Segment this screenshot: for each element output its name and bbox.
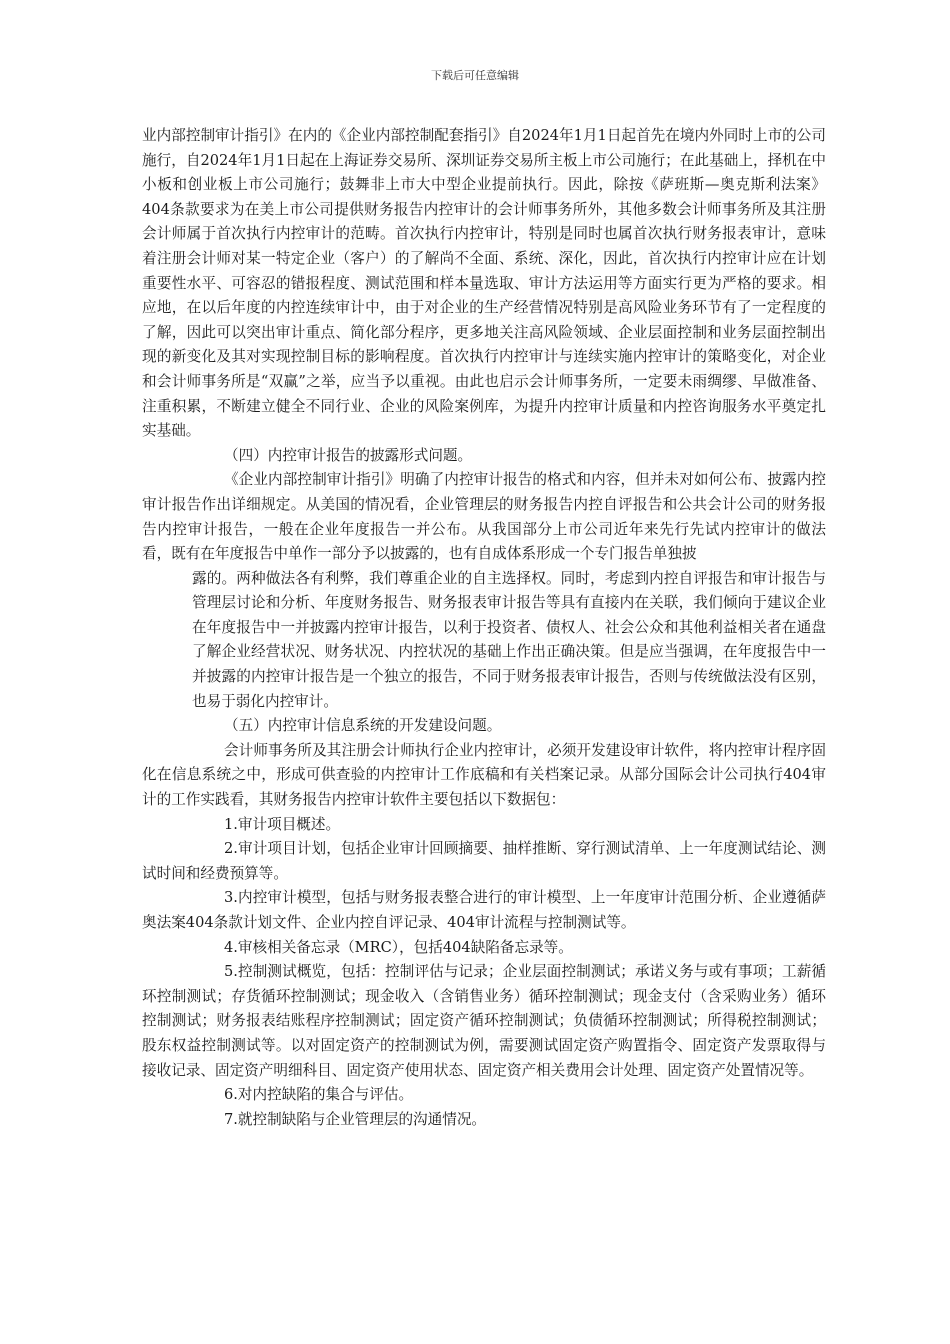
paragraph: 会计师事务所及其注册会计师执行企业内控审计，必须开发建设审计软件，将内控审计程序固化在信息系统之中，形成可供查验的内控审计工作底稿和有关档案记录。从部分国际会计公司执行404审计的工作实践看，其财务报告内控审计软件主要包括以下数据包： <box>142 741 826 809</box>
section-heading: （五）内控审计信息系统的开发建设问题。 <box>224 717 502 735</box>
section-heading: （四）内控审计报告的披露形式问题。 <box>224 446 473 464</box>
list-item: 2.审计项目计划，包括企业审计回顾摘要、抽样推断、穿行测试清单、上一年度测试结论、测试时间和经费预算等。 <box>142 840 826 882</box>
paragraph: 《企业内部控制审计指引》明确了内控审计报告的格式和内容，但并未对如何公布、披露内控审计报告作出详细规定。从美国的情况看，企业管理层的财务报告内控自评报告和公共会计公司的财务报告内控审计报告，一般在企业年度报告一并公布。从我国部分上市公司近年来先行先试内控审计的做法看，既有在年度报告中单作一部分予以披露的，也有自成体系形成一个专门报告单独披 <box>142 471 826 563</box>
list-item: 3.内控审计模型，包括与财务报表整合进行的审计模型、上一年度审计范围分析、企业遵循萨奥法案404条款计划文件、企业内控自评记录、404审计流程与控制测试等。 <box>142 889 826 931</box>
list-item: 5.控制测试概览，包括：控制评估与记录；企业层面控制测试；承诺义务与或有事项；工薪循环控制测试；存货循环控制测试；现金收入（含销售业务）循环控制测试；现金支付（含采购业务）循环控制测试；财务报表结账程序控制测试；固定资产循环控制测试；负债循环控制测试；所得税控制测试；股东权益控制测试等。以对固定资产的控制测试为例，需要测试固定资产购置指令、固定资产发票取得与接收记录、固定资产明细科目、固定资产使用状态、固定资产相关费用会计处理、固定资产处置情况等。 <box>142 963 826 1079</box>
list-item: 7.就控制缺陷与企业管理层的沟通情况。 <box>224 1110 487 1128</box>
list-item: 1.审计项目概述。 <box>224 815 341 833</box>
list-item: 6.对内控缺陷的集合与评估。 <box>224 1086 414 1104</box>
paragraph: 露的。两种做法各有利弊，我们尊重企业的自主选择权。同时，考虑到内控自评报告和审计报告与管理层讨论和分析、年度财务报告、财务报表审计报告等具有直接内在关联，我们倾向于建议企业在年度报告中一并披露内控审计报告，以利于投资者、债权人、社会公众和其他利益相关者在通盘了解企业经营状况、财务状况、内控状况的基础上作出正确决策。但是应当强调，在年度报告中一并披露的内控审计报告是一个独立的报告，不同于财务报表审计报告，否则与传统做法没有区别，也易于弱化内控审计。 <box>192 569 826 710</box>
page-header: 下载后可任意编辑 <box>431 69 519 82</box>
document-body <box>142 124 826 1132</box>
list-item: 4.审核相关备忘录（MRC），包括404缺陷备忘录等。 <box>224 938 573 956</box>
paragraph: 业内部控制审计指引》在内的《企业内部控制配套指引》自2024年1月1日起首先在境内外同时上市的公司施行，自2024年1月1日起在上海证券交易所、深圳证券交易所主板上市公司施行；在此基础上，择机在中小板和创业板上市公司施行；鼓舞非上市大中型企业提前执行。因此，除按《萨班斯—奥克斯利法案》404条款要求为在美上市公司提供财务报告内控审计的会计师事务所外，其他多数会计师事务所及其注册会计师属于首次执行内控审计的范畴。首次执行内控审计，特别是同时也属首次执行财务报表审计，意味着注册会计师对某一特定企业（客户）的了解尚不全面、系统、深化，因此，首次执行内控审计应在计划重要性水平、可容忍的错报程度、测试范围和样本量选取、审计方法运用等方面实行更为严格的要求。相应地，在以后年度的内控连续审计中，由于对企业的生产经营情况特别是高风险业务环节有了一定程度的了解，因此可以突出审计重点、简化部分程序，更多地关注高风险领域、企业层面控制和业务层面控制出现的新变化及其对实现控制目标的影响程度。首次执行内控审计与连续实施内控审计的策略变化，对企业和会计师事务所是“双赢”之举，应当予以重视。由此也启示会计师事务所，一定要未雨绸缪、早做准备、注重积累，不断建立健全不同行业、企业的风险案例库，为提升内控审计质量和内控咨询服务水平奠定扎实基础。 <box>142 127 826 440</box>
